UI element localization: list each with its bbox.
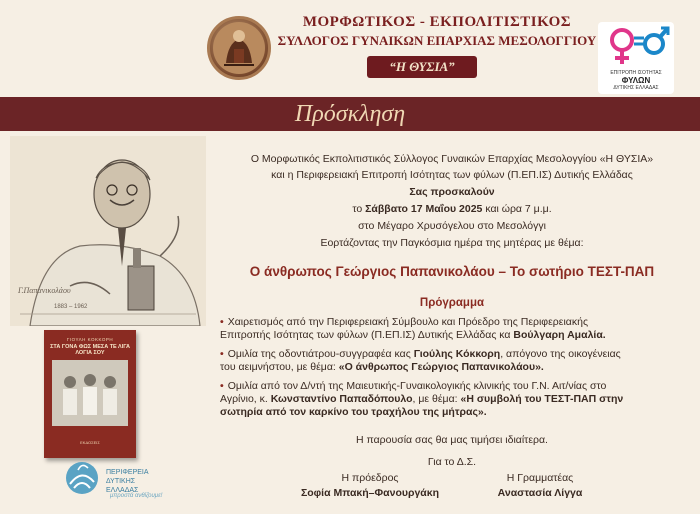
papanikolaou-portrait (10, 136, 206, 326)
book-cover-photo (52, 360, 128, 426)
invitation-line-2: και η Περιφερειακή Επιτροπή Ισότητας των φύλων (Π.ΕΠ.ΙΣ) Δυτικής Ελλάδας (271, 169, 633, 181)
date-prefix: το (352, 203, 366, 215)
portrait-dates: 1883 – 1962 (54, 304, 88, 310)
equality-logo-line3: ΔΥΤΙΚΗΣ ΕΛΛΑΔΑΣ (613, 85, 659, 91)
program-item-1-text-b: Επιτροπής Ισότητας των φύλων (Π.ΕΠ.ΙΣ) Δυτικής Ελλάδας κα (220, 329, 514, 341)
equality-logo-line2: ΦΥΛΩΝ (621, 76, 651, 85)
secretary-role: Η Γραμματέας (506, 472, 574, 484)
program-item-2-text-a: Ομιλία της οδοντιάτρου-συγγραφέα κας (227, 348, 414, 360)
portrait-signature: Γ.Παπανικολάου (18, 286, 71, 295)
program-item-1-text-a: Χαιρετισμός από την Περιφερειακή Σύμβουλο και Πρόεδρο της Περιφερειακής (227, 316, 588, 328)
region-name-line2: ΔΥΤΙΚΗΣ (106, 478, 136, 485)
invitation-line-3: Σας προσκαλούν (409, 186, 495, 198)
book-author: ΓΙΟΥΛΗ ΚΟΚΚΟΡΗ (66, 337, 114, 342)
program-item-3-text-c: , με θέμα: (412, 393, 461, 405)
event-date: Σάββατο 17 Μαΐου 2025 (365, 203, 483, 215)
program-item-3-topic-2: σωτηρία από τον καρκίνο του τραχήλου της μήτρας». (220, 406, 487, 418)
closing-for-board: Για το Δ.Σ. (427, 456, 477, 468)
book-publisher: ΕΚΔΟΣΕΙΣ (80, 440, 100, 445)
program-item-3: • Ομιλία από τον Δ/ντή της Μαιευτικής-Γυναικολογικής κλινικής του Γ.Ν. Αιτ/νίας στο Αγρίνιο, κ. Κωνσταντίνο Παπαδόπουλο, με θέμα: «Η συμβολή του ΤΕΣΤ-ΠΑΠ στην σωτηρία από τον καρκίνο του τραχήλου της μήτρας». (220, 380, 624, 418)
region-name-line3: ΕΛΛΑΔΑΣ (106, 487, 139, 494)
program-item-1-name: Βούλγαρη Αμαλία. (513, 329, 606, 341)
invitation-occasion: Εορτάζοντας την Παγκόσμια ημέρα της μητέρας με θέμα: (320, 237, 584, 249)
program-item-2-text-c: του αειμνήστου, με θέμα: (220, 361, 339, 373)
invitation-date-line (212, 203, 692, 215)
org-name-line1: ΜΟΡΦΩΤΙΚΟΣ - ΕΚΠΟΛΙΤΙΣΤΙΚΟΣ (302, 14, 572, 30)
program-item-2: • Ομιλία της οδοντιάτρου-συγγραφέα κας Γιούλης Κόκκορη, απόγονο της οικογένειας του αειμνήστου, με θέμα: «Ο άνθρωπος Γεώργιος Παπανικολάου». (220, 348, 621, 373)
closing-honor: Η παρουσία σας θα μας τιμήσει ιδιαίτερα. (356, 434, 548, 446)
program-item-2-text-b: , απόγονο της οικογένειας (500, 348, 621, 360)
page-title: Πρόσκληση (294, 101, 406, 127)
event-time: και ώρα 7 μ.μ. (482, 203, 552, 215)
program-item-2-topic: «Ο άνθρωπος Γεώργιος Παπανικολάου». (338, 361, 544, 373)
invitation-line-1: Ο Μορφωτικός Εκπολιτιστικός Σύλλογος Γυναικών Επαρχίας Μεσολογγίου «Η ΘΥΣΙΑ» (250, 153, 654, 165)
program-item-3-name: Κωνσταντίνο Παπαδόπουλο (270, 393, 413, 405)
association-logo (207, 16, 271, 80)
event-subject: Ο άνθρωπος Γεώργιος Παπανικολάου – Το σωτήριο ΤΕΣΤ-ΠΑΠ (249, 264, 655, 279)
book-title: ΣΤΑ ΓΟΝΑ ΦΩΣ ΜΕΣΑ ΤΕ ΛΙΓΑ ΛΟΓΙΑ ΣΟΥ (50, 344, 130, 356)
invitation-venue: στο Μέγαρο Χρυσόγελου στο Μεσολόγγι (358, 220, 546, 232)
equality-logo-line1: ΕΠΙΤΡΟΠΗ ΙΣΟΤΗΤΑΣ (610, 70, 662, 76)
header (0, 0, 700, 96)
region-name (106, 468, 149, 495)
president-role: Η πρόεδρος (341, 472, 399, 484)
equality-committee-logo (598, 22, 674, 94)
book-cover (44, 330, 136, 458)
program-item-2-name: Γιούλης Κόκκορη (413, 348, 501, 360)
gender-symbols-icon (598, 22, 674, 70)
program-item-3-text-b: Αγρίνιο, κ. (220, 393, 271, 405)
program-item-1: • Χαιρετισμός από την Περιφερειακή Σύμβουλο και Πρόεδρο της Περιφερειακής Επιτροπής Ισότητας των φύλων (Π.ΕΠ.ΙΣ) Δυτικής Ελλάδας κα Βούλγαρη Αμαλία. (220, 316, 606, 341)
program-item-3-text-a: Ομιλία από τον Δ/ντή της Μαιευτικής-Γυναικολογικής κλινικής του Γ.Ν. Αιτ/νίας στο (227, 380, 607, 392)
program-item-3-topic-1: «Η συμβολή του ΤΕΣΤ-ΠΑΠ στην (460, 393, 624, 405)
secretary-name: Αναστασία Λίγγα (497, 487, 583, 499)
program-title: Πρόγραμμα (419, 297, 485, 309)
region-slogan: μπροστά ανθίζουμε! (110, 493, 163, 499)
org-name-line2: ΣΥΛΛΟΓΟΣ ΓΥΝΑΙΚΩΝ ΕΠΑΡΧΙΑΣ ΜΕΣΟΛΟΓΓΙΟΥ (277, 33, 597, 48)
president-name: Σοφία Μπακή–Φανουργάκη (300, 487, 440, 499)
region-name-line1: ΠΕΡΙΦΕΡΕΙΑ (106, 469, 149, 476)
org-badge: “Η ΘΥΣΙΑ” (367, 56, 477, 78)
